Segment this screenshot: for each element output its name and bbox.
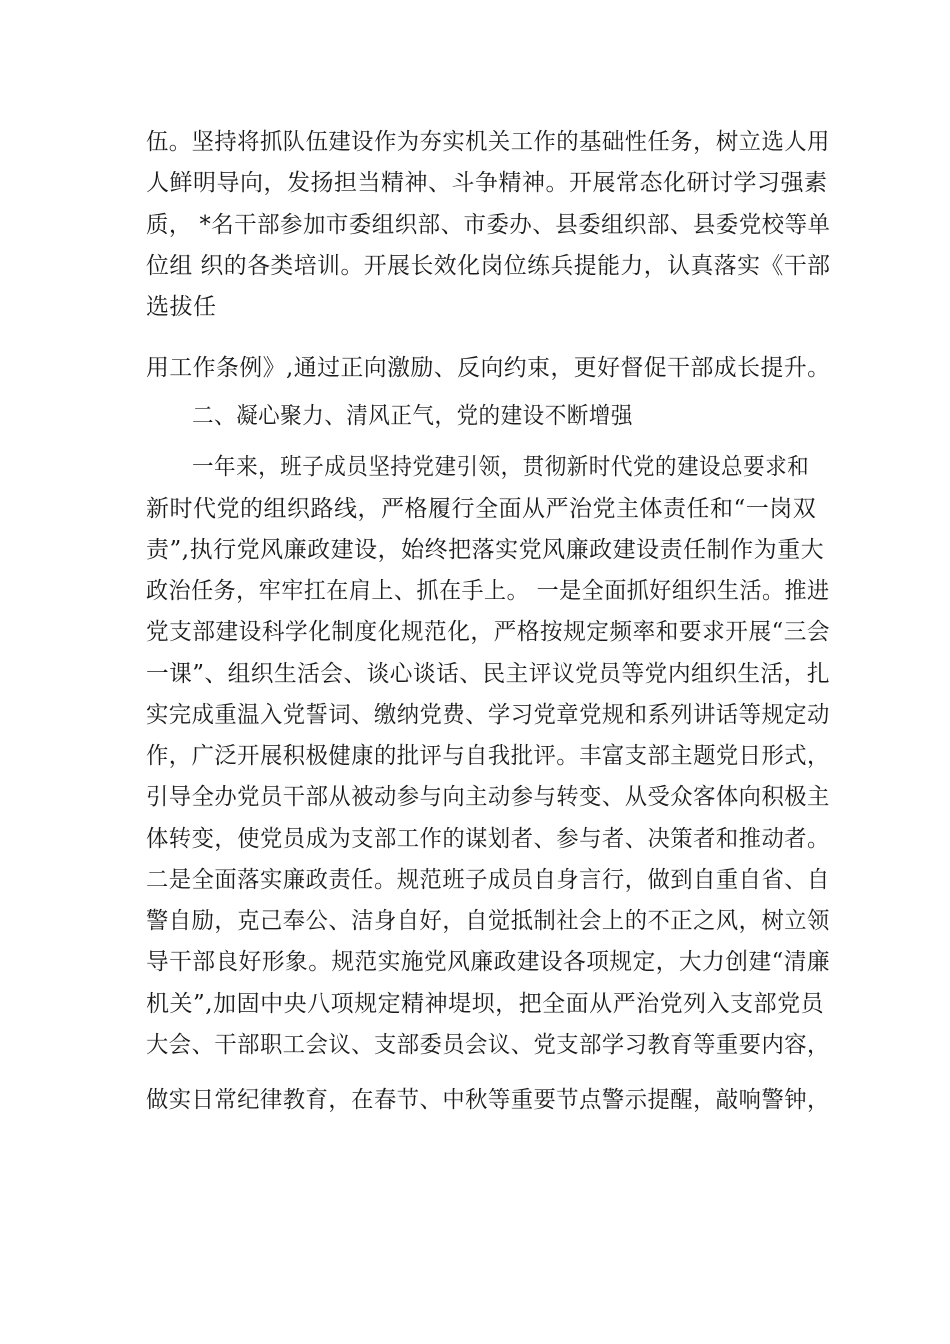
text-line-12: 党支部建设科学化制度化规范化，严格按规定频率和要求开展“三会	[146, 619, 831, 645]
text-line-6: 用工作条例》,通过正向激励、反向约束，更好督促干部成长提升。	[146, 355, 831, 381]
text-line-11: 政治任务，牢牢扛在肩上、抓在手上。 一是全面抓好组织生活。推进	[146, 578, 830, 604]
text-line-5: 选拔任	[146, 294, 217, 320]
text-line-9: 新时代党的组织路线，严格履行全面从严治党主体责任和“一岗双	[146, 496, 817, 522]
text-line-2: 人鲜明导向，发扬担当精神、斗争精神。开展常态化研讨学习强素	[146, 170, 828, 196]
text-line-4: 位组 织的各类培训。开展长效化岗位练兵提能力，认真落实《干部	[146, 253, 831, 279]
text-line-15: 作，广泛开展积极健康的批评与自我批评。丰富支部主题党日形式，	[146, 743, 830, 769]
text-line-21: 机关”,加固中央八项规定精神堤坝，把全面从严治党列入支部党员	[146, 991, 825, 1017]
text-line-20: 导干部良好形象。规范实施党风廉政建设各项规定，大力创建“清廉	[146, 949, 831, 975]
section-heading: 二、凝心聚力、清风正气，党的建设不断增强	[192, 403, 633, 429]
text-line-17: 体转变，使党员成为支部工作的谋划者、参与者、决策者和推动者。	[146, 826, 830, 852]
text-line-22: 大会、干部职工会议、支部委员会议、党支部学习教育等重要内容，	[146, 1032, 830, 1058]
text-line-16: 引导全办党员干部从被动参与向主动参与转变、从受众客体向积极主	[146, 784, 830, 810]
text-line-18: 二是全面落实廉政责任。规范班子成员自身言行，做到自重自省、自	[146, 867, 830, 893]
text-line-14: 实完成重温入党誓词、缴纳党费、学习党章党规和系列讲话等规定动	[146, 702, 830, 728]
text-line-10: 责”,执行党风廉政建设，始终把落实党风廉政建设责任制作为重大	[146, 537, 825, 563]
text-line-23: 做实日常纪律教育，在春节、中秋等重要节点警示提醒，敲响警钟，	[146, 1087, 830, 1113]
text-line-19: 警自励，克己奉公、洁身自好，自觉抵制社会上的不正之风，树立领	[146, 908, 830, 934]
text-line-3: 质， *名干部参加市委组织部、市委办、县委组织部、县委党校等单	[146, 212, 831, 238]
text-line-13: 一课”、组织生活会、谈心谈话、民主评议党员等党内组织生活，扎	[146, 661, 831, 687]
text-line-8: 一年来，班子成员坚持党建引领，贯彻新时代党的建设总要求和	[192, 454, 810, 480]
text-line-1: 伍。坚持将抓队伍建设作为夯实机关工作的基础性任务，树立选人用	[146, 129, 830, 155]
